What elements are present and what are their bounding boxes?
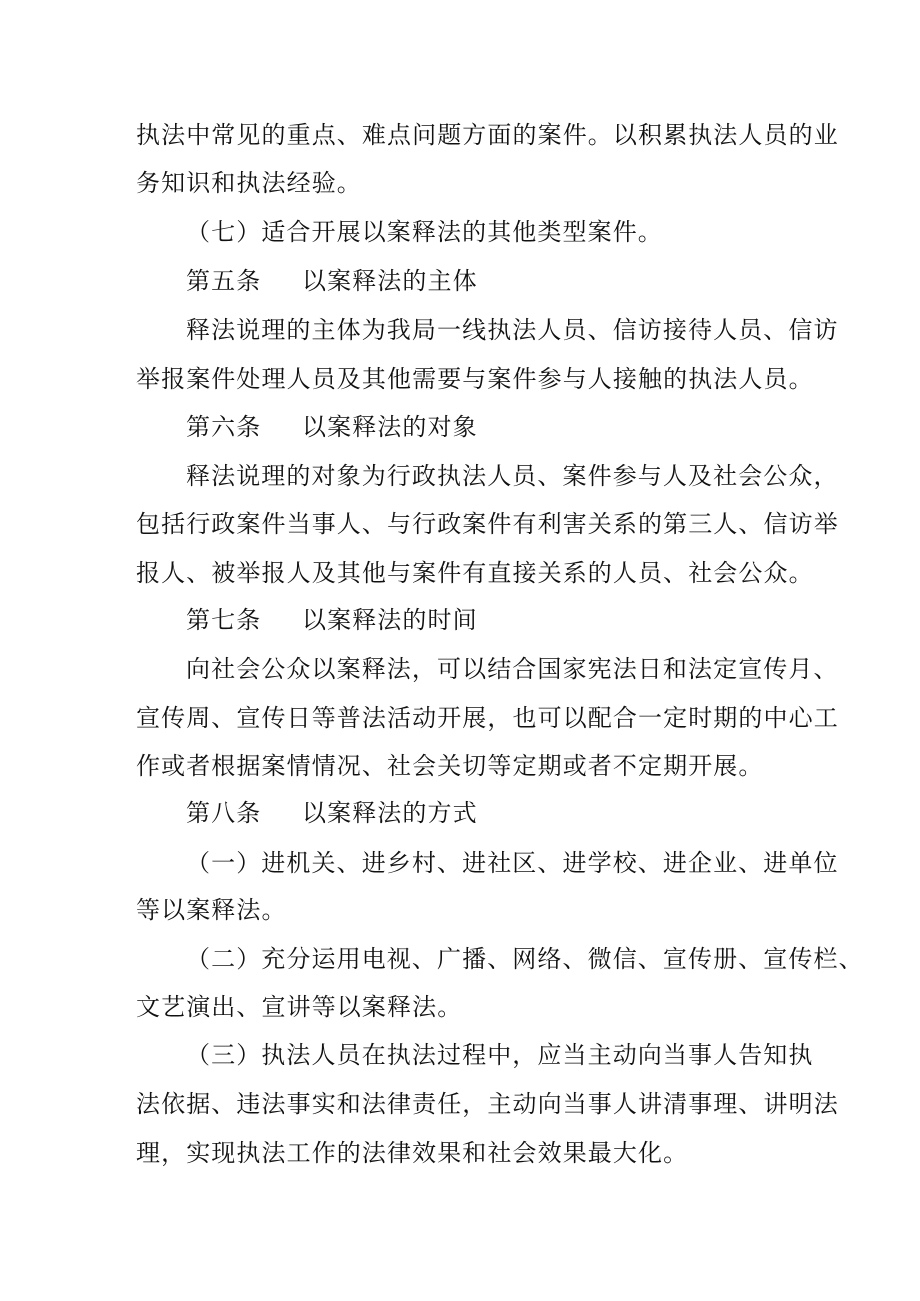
article-heading [186,605,478,635]
article-number: 第八条 [186,799,262,827]
paragraph-line: 释法说理的主体为我局一线执法人员、信访接待人员、信访 [186,316,839,344]
paragraph-line: 作或者根据案情情况、社会关切等定期或者不定期开展。 [136,752,764,780]
paragraph-line: 宣传周、宣传日等普法活动开展，也可以配合一定时期的中心工 [136,704,839,732]
paragraph-line: 释法说理的对象为行政执法人员、案件参与人及社会公众， [186,462,839,490]
paragraph-line: （二）充分运用电视、广播、网络、微信、宣传册、宣传栏、 [186,945,864,973]
article-title: 以案释法的方式 [302,799,478,827]
paragraph-line: （七）适合开展以案释法的其他类型案件。 [186,218,663,246]
article-number: 第七条 [186,606,262,634]
paragraph-line: 向社会公众以案释法，可以结合国家宪法日和法定宣传月、 [186,655,839,683]
paragraph-line: 务知识和执法经验。 [136,169,362,197]
paragraph-line: 文艺演出、宣讲等以案释法。 [136,993,463,1021]
paragraph-line: 理，实现执法工作的法律效果和社会效果最大化。 [136,1139,689,1167]
paragraph-line: 举报案件处理人员及其他需要与案件参与人接触的执法人员。 [136,365,814,393]
article-number: 第六条 [186,413,262,441]
paragraph-line: 执法中常见的重点、难点问题方面的案件。以积累执法人员的业 [136,121,839,149]
article-title: 以案释法的时间 [302,606,478,634]
article-title: 以案释法的主体 [302,267,478,295]
paragraph-line: 包括行政案件当事人、与行政案件有利害关系的第三人、信访举 [136,510,839,538]
paragraph-line: （三）执法人员在执法过程中，应当主动向当事人告知执 [186,1041,814,1069]
paragraph-line: 等以案释法。 [136,896,287,924]
paragraph-line: （一）进机关、进乡村、进社区、进学校、进企业、进单位 [186,849,839,877]
article-title: 以案释法的对象 [302,413,478,441]
paragraph-line: 报人、被举报人及其他与案件有直接关系的人员、社会公众。 [136,559,814,587]
paragraph-line: 法依据、违法事实和法律责任，主动向当事人讲清事理、讲明法 [136,1090,839,1118]
article-number: 第五条 [186,267,262,295]
article-heading [186,266,478,296]
article-heading [186,798,478,828]
article-heading [186,412,478,442]
